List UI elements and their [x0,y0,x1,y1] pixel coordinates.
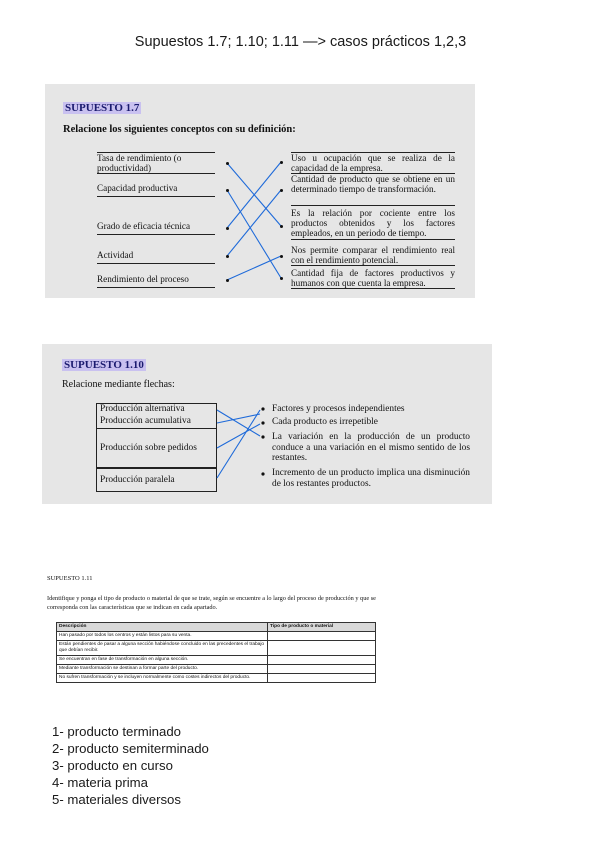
characteristic-4: Incremento de un producto implica una disminución de los restantes productos. [272,468,470,489]
table-row [57,632,376,641]
row-answer-cell [268,656,376,665]
answer-item: 5- materiales diversos [52,792,181,807]
concept-3: Grado de eficacia técnica [97,221,215,235]
answers-list [52,723,209,808]
supuesto-1-10-intro: Relacione mediante flechas: [62,379,175,390]
supuesto-1-10-heading: SUPUESTO 1.10 [64,359,144,371]
row-description: Mediante transformación se destinan a formar parte del producto. [57,665,268,674]
supuesto-1-7-image [45,84,475,298]
product-type-table [56,622,376,683]
dot-right-2 [280,189,283,192]
answer-item: 4- materia prima [52,775,149,790]
dot-left-1 [226,162,229,165]
dot-left-4 [226,255,229,258]
production-type-2: Producción acumulativa [96,416,217,429]
definition-5: Cantidad fija de factores productivos y humanos con que cuenta la empresa. [291,268,455,288]
concept-1: Tasa de rendimiento (o productividad) [97,152,215,174]
matching-lines-1-7 [45,84,475,298]
table-row [57,641,376,656]
concept-2: Capacidad productiva [97,183,215,197]
definition-4: Nos permite comparar el rendimiento real con el rendimiento potencial. [291,245,455,265]
dot-right-1 [280,161,283,164]
dot-left-2 [226,189,229,192]
table-row [57,665,376,674]
supuesto-1-11-heading: SUPUESTO 1.11 [47,575,93,582]
answer-item: 1- producto terminado [52,724,182,739]
dot-left-5 [226,279,229,282]
definition-2: Cantidad de producto que se obtiene en un determinado tiempo de transformación. [291,174,455,206]
supuesto-1-7-heading: SUPUESTO 1.7 [65,102,140,114]
dot-right-3 [280,225,283,228]
row-answer-cell [268,665,376,674]
column-header-description: Descripción [57,623,268,632]
production-type-4: Producción paralela [96,468,217,492]
dot-right-5 [280,277,283,280]
page-title: Supuestos 1.7; 1.10; 1.11 —> casos prácticos 1,2,3 [134,34,467,50]
supuesto-1-7-intro: Relacione los siguientes conceptos con su definición: [63,124,296,135]
column-header-type: Tipo de producto o material [268,623,376,632]
characteristic-3: La variación en la producción de un producto conduce a una variación en el mismo sentido de los restantes. [272,432,470,463]
concept-4: Actividad [97,250,215,264]
dot-left-3 [226,227,229,230]
table-row [57,656,376,665]
concept-5: Rendimiento del proceso [97,274,215,288]
answer-item: 3- producto en curso [52,758,173,773]
definition-3: Es la relación por cociente entre los productos obtenidos y los factores empleados, en un periodo de tiempo. [291,208,455,238]
row-answer-cell [268,632,376,641]
characteristic-1: Factores y procesos independientes [272,404,405,414]
production-type-3: Producción sobre pedidos [96,429,217,468]
row-description: Se encuentran en fase de transformación en alguna sección. [57,656,268,665]
row-description: Han pasado por todos los centros y están listos para su venta. [57,632,268,641]
row-description: Están pendientes de pasar a alguna sección habiéndose concluido en las precedentes el trabajo que debían recibir. [57,641,268,656]
row-answer-cell [268,674,376,683]
answer-item: 2- producto semiterminado [52,741,209,756]
row-description: No sufren transformación y se incluyen normalmente como costes indirectos del producto. [57,674,268,683]
dot-right-4 [280,255,283,258]
definition-1: Uso u ocupación que se realiza de la capacidad de la empresa. [291,153,455,173]
row-answer-cell [268,641,376,656]
supuesto-1-10-image [42,344,492,504]
table-row [57,674,376,683]
production-type-1: Producción alternativa [96,403,217,417]
characteristic-2: Cada producto es irrepetible [272,417,378,427]
supuesto-1-11-intro: Identifique y ponga el tipo de producto o material de que se trate, según se encuentre a lo largo del proceso de producción y que se corresponda con las características que se indican en cada apartado. [47,595,376,611]
